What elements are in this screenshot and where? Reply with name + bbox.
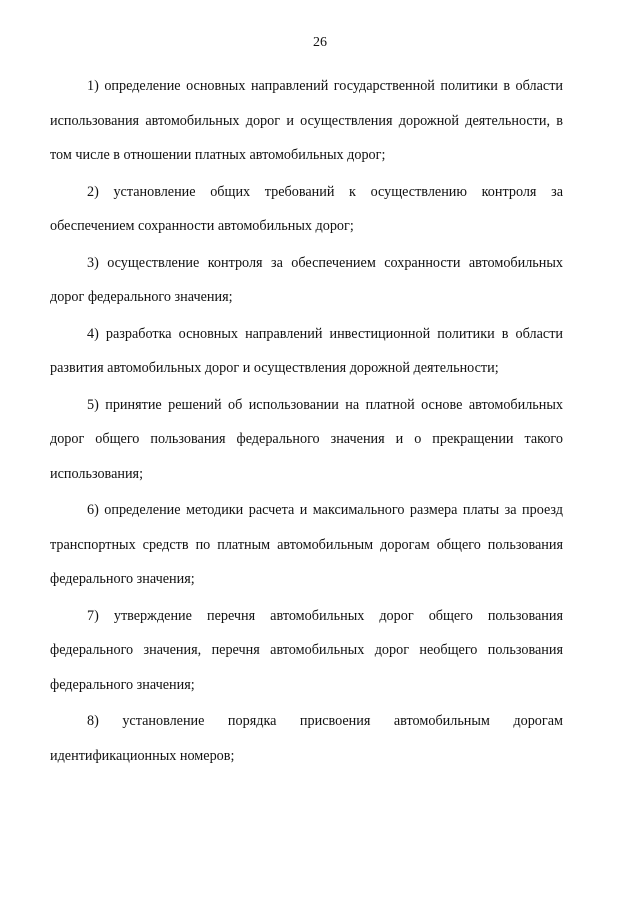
list-item-2: 2) установление общих требований к осуществлению контроля за обеспечением сохранности автомобильных дорог; (50, 183, 563, 234)
list-item-5: 5) принятие решений об использовании на платной основе автомобильных дорог общего пользования федерального значения и о прекращении такого использования; (50, 396, 563, 482)
list-item-7: 7) утверждение перечня автомобильных дорог общего пользования федерального значения, перечня автомобильных дорог необщего пользования федерального значения; (50, 607, 563, 693)
list-item-1: 1) определение основных направлений государственной политики в области использования автомобильных дорог и осуществления дорожной деятельности, в том числе в отношении платных автомобильных дорог; (50, 78, 563, 163)
list-item-4: 4) разработка основных направлений инвестиционной политики в области развития автомобильных дорог и осуществления дорожной деятельности; (50, 325, 563, 376)
list-item-6: 6) определение методики расчета и максимального размера платы за проезд транспортных средств по платным автомобильным дорогам общего пользования федерального значения; (50, 502, 563, 587)
document-body (50, 69, 563, 775)
list-item-8: 8) установление порядка присвоения автомобильным дорогам идентификационных номеров; (50, 713, 563, 764)
page-number: 26 (313, 35, 327, 50)
list-item-3: 3) осуществление контроля за обеспечением сохранности автомобильных дорог федерального значения; (50, 254, 563, 305)
